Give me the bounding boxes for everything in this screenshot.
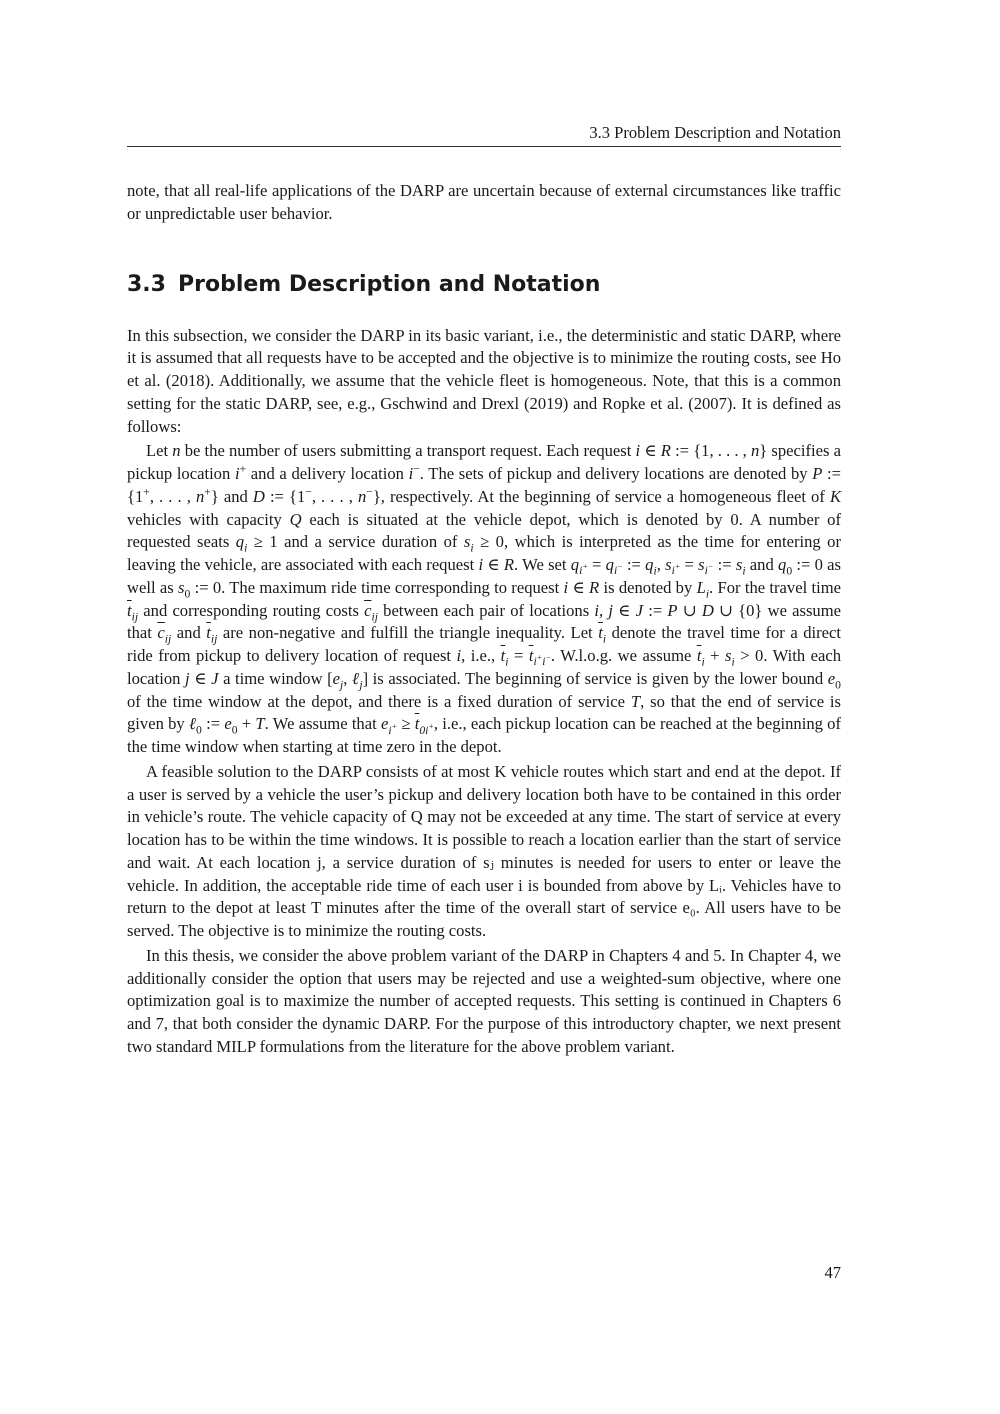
page-number: 47 [824, 1263, 841, 1282]
section-number: 3.3 [127, 271, 166, 297]
paragraph-4: In this thesis, we consider the above problem variant of the DARP in Chapters 4 and 5. In Chapter 4, we additionally consider the option that users may be rejected and use a weighted-sum objective, where one optimization goal is to maximize the number of accepted requests. This setting is continued in Chapters 6 and 7, that both consider the dynamic DARP. For the purpose of this introductory chapter, we next present two standard MILP formulations from the literature for the above problem variant. [127, 945, 841, 1056]
body-text [127, 180, 841, 1059]
intro-paragraph: note, that all real-life applications of the DARP are uncertain because of external circumstances like traffic or unpredictable user behavior. [127, 181, 841, 223]
running-header: 3.3 Problem Description and Notation [589, 123, 841, 142]
section-title: Problem Description and Notation [177, 271, 601, 297]
paragraph-1: In this subsection, we consider the DARP in its basic variant, i.e., the deterministic and static DARP, where it is assumed that all requests have to be accepted and the objective is to minimize the routing costs, see Ho et al. (2018). Additionally, we assume that the vehicle fleet is homogeneous. Note, that this is a common setting for the static DARP, see, e.g., Gschwind and Drexl (2019) and Ropke et al. (2007). It is defined as follows: [127, 325, 841, 436]
paragraph-3: A feasible solution to the DARP consists of at most K vehicle routes which start and end at the depot. If a user is served by a vehicle the user’s pickup and delivery location both have to be contained in this order in vehicle’s route. The vehicle capacity of Q may not be exceeded at any time. The start of service at every location has to be within the time windows. It is possible to reach a location earlier than the start of service and wait. At each location j, a service duration of sⱼ minutes is needed for users to enter or leave the vehicle. In addition, the acceptable ride time of each user i is bounded from above by Lᵢ. Vehicles have to return to the depot at least T minutes after the time of the overall start of service e₀. All users have to be served. The objective is to minimize the routing costs. [127, 761, 841, 940]
section-heading [127, 271, 841, 299]
header-rule [127, 146, 841, 147]
paragraph-2: Let n be the number of users submitting a transport request. Each request i ∈ R := {1, . . . , n} specifies a pickup location i+ and a delivery location i−. The sets of pickup and delivery locations are denoted by P := {1+, . . . , n+} and D := {1−, . . . , n−}, respectively. At the beginning of service a homogeneous fleet of K vehicles with capacity Q each is situated at the vehicle depot, which is denoted by 0. A number of requested seats $q_i \ge 1$ and a service duration of $s_i \ge 0$, which is interpreted as the time for entering or leaving the vehicle, are associated with each request i ∈ R. We set $q_{i^+} = q_{i^-}$ := $q_i$, $s_{i^+} = s_{i^-}$ := $s_i$ and $q_0$ := 0 as well as $s_0$ := 0. The maximum ride time corresponding to request i ∈ R is denoted by $L_i$. For the travel time $\overline{t}_{ij}$ and corresponding routing costs $\overline{c}_{ij}$ between each pair of locations i, j ∈ J := P ∪ D ∪ {0} we assume that $\overline{c}_{ij}$ and $\overline{t}_{ij}$ are non-negative and fulfill the triangle inequality. Let $\overline{t}_i$ denote the travel time for a direct ride from pickup to delivery location of request i, i.e., $\overline{t}_i = \overline{t}_{i^+i^-}$. W.l.o.g. we assume $\overline{t}_i + s_i > 0$. With each location j ∈ J a time window [$e_j$, ℓ$_j$] is associated. The beginning of service is given by the lower bound $e_0$ of the time window at the depot, and there is a fixed duration of service T, so that the end of service is given by ℓ$_0$ := $e_0 + T$. We assume that $e_{i^+} \ge \overline{t}_{0i^+}$, i.e., each pickup location can be reached at the beginning of the time window when starting at time zero in the depot. [127, 441, 842, 756]
